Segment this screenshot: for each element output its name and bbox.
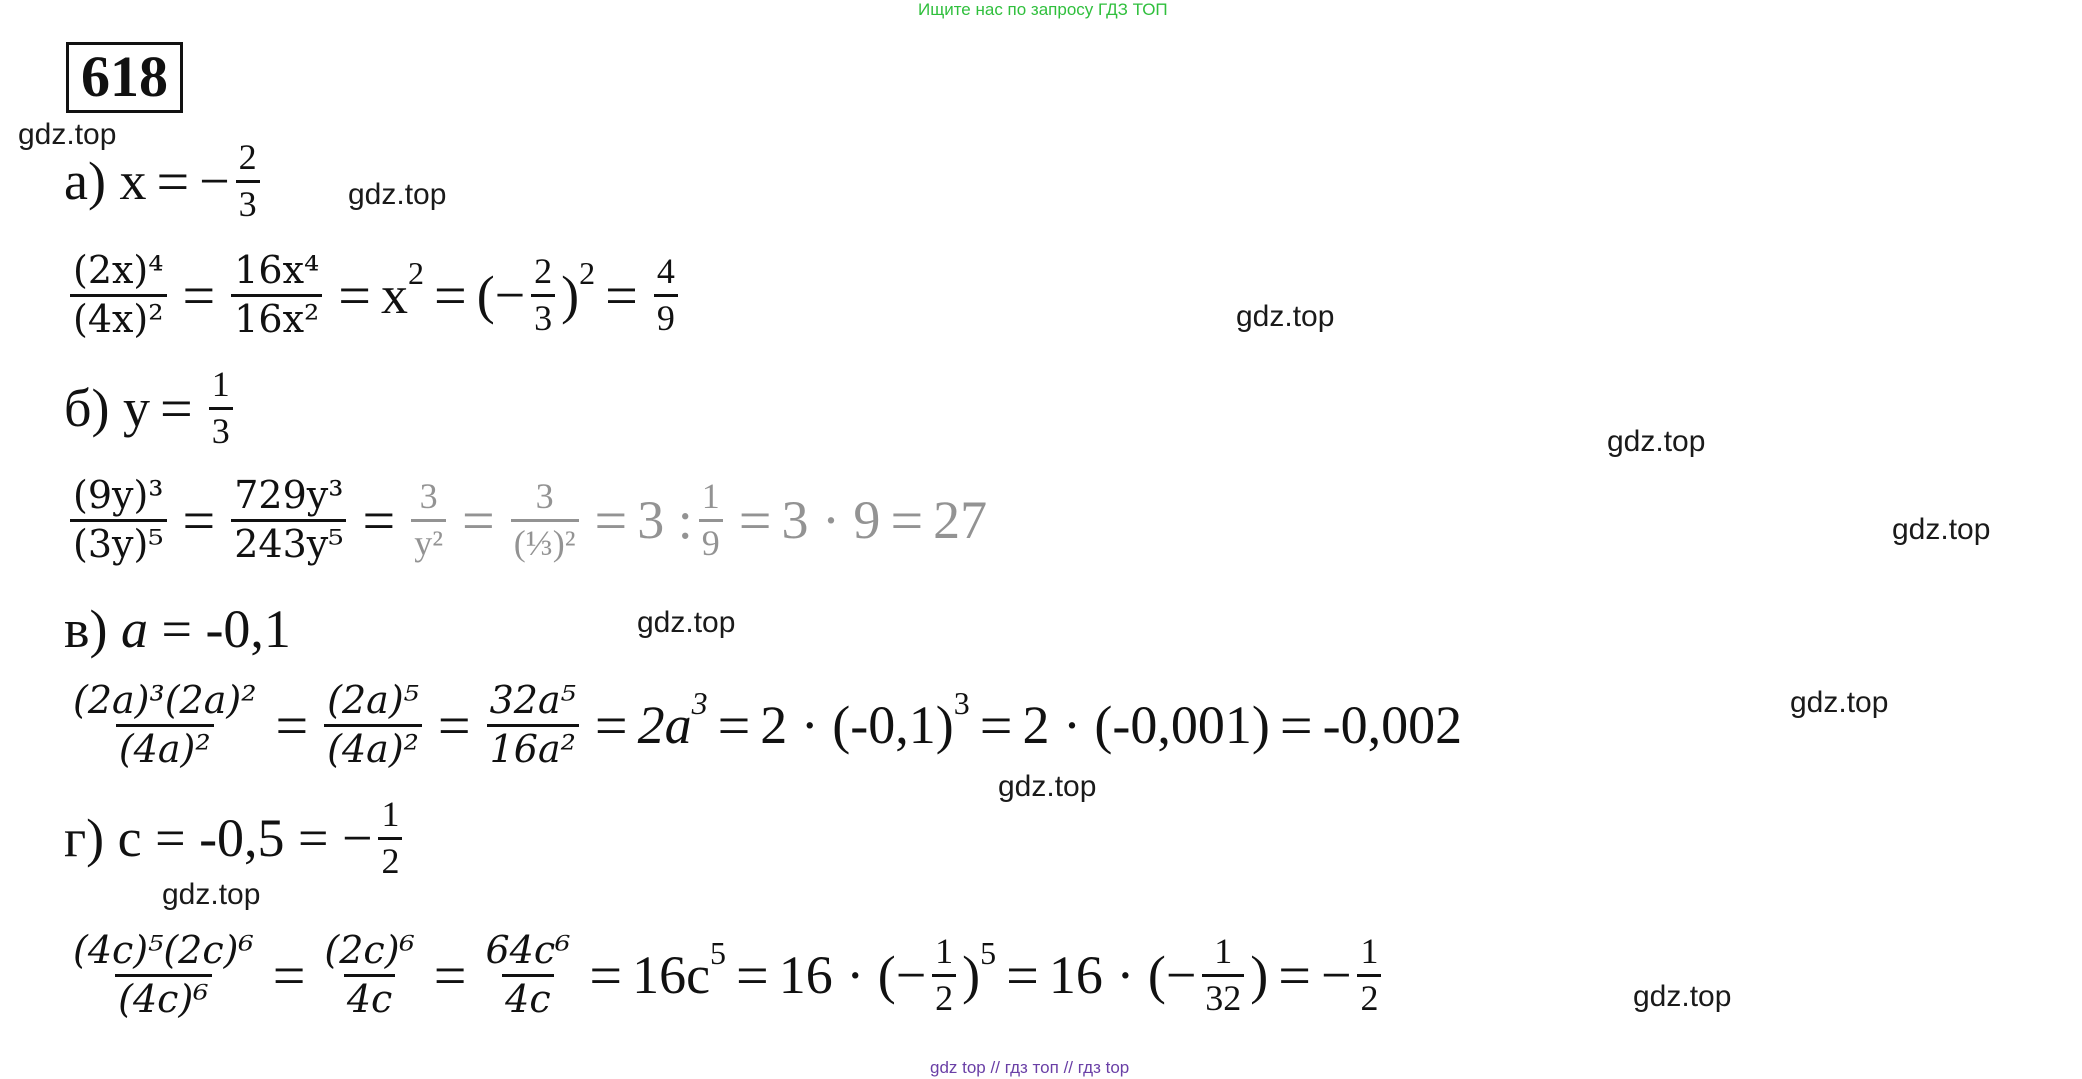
fraction <box>531 252 555 338</box>
equals-sign: = <box>594 692 628 758</box>
denominator: 32 <box>1202 974 1244 1019</box>
numerator: (9y)³ <box>73 473 164 517</box>
numerator: 729y³ <box>234 473 344 517</box>
equals-sign: = <box>437 692 471 758</box>
fraction <box>932 932 956 1018</box>
fraction <box>482 930 573 1021</box>
numerator: 3 <box>535 476 554 517</box>
term: ) <box>1250 945 1269 1006</box>
denominator: 2 <box>1357 974 1381 1019</box>
part-v-variable: a <box>120 599 148 659</box>
equals-sign: = <box>272 942 306 1008</box>
part-v-given <box>64 598 291 660</box>
denominator: y² <box>411 519 446 564</box>
part-v-label: в) <box>64 599 108 659</box>
term: (− <box>476 265 526 326</box>
watermark: gdz.top <box>348 178 447 211</box>
result: -0,002 <box>1322 695 1463 756</box>
denominator: 3 <box>209 407 233 452</box>
numerator: 4 <box>656 251 675 292</box>
fraction <box>70 930 257 1021</box>
problem-number: 618 <box>66 42 183 113</box>
numerator: 1 <box>935 931 954 972</box>
part-b-variable: y <box>122 378 150 439</box>
minus-sign: − <box>1321 945 1352 1006</box>
watermark: gdz.top <box>1633 980 1732 1013</box>
numerator: (2c)⁶ <box>324 928 415 972</box>
part-b-computation <box>64 475 987 566</box>
equals-sign: = <box>275 692 309 758</box>
watermark: gdz.top <box>1892 513 1991 546</box>
footer-separator: // <box>1063 1058 1074 1077</box>
term: 3 : <box>637 490 693 551</box>
fraction <box>487 680 579 771</box>
denominator: (3y)⁵ <box>70 519 167 566</box>
equals-sign: = <box>462 487 495 553</box>
denominator: (4c)⁶ <box>115 974 211 1021</box>
term: $2a^3$ <box>637 685 708 756</box>
part-a-variable: x <box>119 151 147 212</box>
denominator: 9 <box>654 294 678 339</box>
part-v-computation <box>64 680 1462 771</box>
denominator: 9 <box>699 519 723 564</box>
watermark: gdz.top <box>1607 425 1706 458</box>
denominator: 3 <box>531 294 555 339</box>
watermark: gdz.top <box>1236 300 1335 333</box>
numerator: 16x⁴ <box>234 248 320 292</box>
equals-sign: = <box>589 942 623 1008</box>
part-g-label: г) <box>64 808 105 869</box>
numerator: 32a⁵ <box>489 678 576 722</box>
denominator: (4x)² <box>70 294 167 341</box>
result-fraction <box>654 252 678 338</box>
equals-sign: = <box>362 487 396 553</box>
footer-link-gdz-top-ru[interactable]: гдз топ <box>1004 1058 1059 1077</box>
numerator: (4c)⁵(2c)⁶ <box>73 928 254 972</box>
term: 16 · (− <box>778 945 927 1006</box>
denominator: 4c <box>502 974 553 1021</box>
denominator: 4c <box>344 974 395 1021</box>
fraction <box>231 250 322 341</box>
numerator: 2 <box>238 137 257 177</box>
denominator: 16x² <box>231 294 322 341</box>
denominator: 2 <box>378 837 402 882</box>
numerator: (2a)³(2a)² <box>73 678 257 722</box>
denominator: (4a)² <box>116 724 214 771</box>
numerator: 1 <box>211 364 230 404</box>
equals-sign: = <box>1006 942 1039 1008</box>
part-a-given-fraction <box>236 138 260 224</box>
fraction <box>321 930 417 1021</box>
part-b-label: б) <box>64 378 110 439</box>
equals-sign: = <box>159 375 193 441</box>
watermark: gdz.top <box>1790 686 1889 719</box>
equals-sign: = <box>338 262 371 328</box>
equals-sign: = <box>890 487 924 553</box>
result: 27 <box>933 490 988 551</box>
fraction <box>511 477 579 563</box>
part-a-computation <box>64 250 684 341</box>
footer-separator: // <box>990 1058 1000 1077</box>
numerator: 64c⁶ <box>485 928 571 972</box>
equals-sign: = <box>736 942 769 1008</box>
term: $16c^5$ <box>632 935 727 1006</box>
equals-sign: = <box>717 692 751 758</box>
fraction <box>324 680 422 771</box>
fraction <box>70 250 167 341</box>
numerator: (2x)⁴ <box>73 248 164 292</box>
part-b-given <box>64 365 239 451</box>
term: )$^2$ <box>561 255 596 326</box>
minus-sign: − <box>199 151 230 212</box>
denominator: (4a)² <box>324 724 422 771</box>
numerator: 1 <box>701 476 720 517</box>
equals-sign: = <box>433 942 467 1008</box>
equals-sign: = <box>433 262 467 328</box>
equals-sign: = <box>738 487 772 553</box>
footer-link-gdz-top[interactable]: gdz top <box>930 1058 986 1077</box>
denominator: 16a² <box>487 724 579 771</box>
equals-sign: = <box>156 148 190 214</box>
result-fraction <box>1357 932 1381 1018</box>
part-g-given-fraction <box>378 795 402 881</box>
term: 2 · (-0,001) <box>1022 695 1270 756</box>
term: $2 \cdot (-0,1)^3$ <box>760 685 970 756</box>
equals-sign: = <box>1279 692 1313 758</box>
part-a-label: а) <box>64 151 106 212</box>
numerator: 1 <box>1214 931 1233 972</box>
fraction <box>70 475 167 566</box>
watermark: gdz.top <box>18 118 117 151</box>
faded-continuation <box>405 477 987 563</box>
equals-sign: = <box>979 692 1013 758</box>
top-banner-link[interactable]: Ищите нас по запросу ГДЗ ТОП <box>918 0 1168 19</box>
numerator: 1 <box>381 794 400 834</box>
watermark: gdz.top <box>162 878 261 911</box>
part-v-value: = -0,1 <box>161 599 291 659</box>
numerator: (2a)⁵ <box>327 678 419 722</box>
fraction <box>231 475 346 566</box>
term: )$^5$ <box>962 935 997 1006</box>
term: 16 · (− <box>1048 945 1197 1006</box>
fraction <box>70 680 259 771</box>
equals-sign: = <box>594 487 628 553</box>
watermark: gdz.top <box>998 770 1097 803</box>
footer-link-gdz-top-mixed[interactable]: гдз top <box>1077 1058 1130 1077</box>
part-b-given-fraction <box>209 365 233 451</box>
denominator: 3 <box>236 180 260 225</box>
fraction <box>699 477 723 563</box>
numerator: 2 <box>534 251 553 292</box>
denominator: 2 <box>932 974 956 1019</box>
fraction <box>411 477 446 563</box>
footer-links <box>930 1058 1129 1078</box>
part-a-given <box>64 138 266 224</box>
numerator: 1 <box>1360 931 1379 972</box>
part-g-computation <box>64 930 1387 1021</box>
part-g-value: = -0,5 = <box>155 808 329 869</box>
equals-sign: = <box>182 487 216 553</box>
numerator: 3 <box>419 476 438 517</box>
term: $x^2$ <box>380 255 424 326</box>
denominator: (⅓)² <box>511 519 579 564</box>
equals-sign: = <box>1278 942 1311 1008</box>
equals-sign: = <box>182 262 216 328</box>
minus-sign: − <box>342 808 373 869</box>
part-g-given <box>64 795 408 881</box>
equals-sign: = <box>605 262 638 328</box>
part-g-variable: c <box>117 808 142 869</box>
fraction <box>1202 932 1244 1018</box>
watermark: gdz.top <box>637 606 736 639</box>
term: 3 · 9 <box>781 490 881 551</box>
denominator: 243y⁵ <box>231 519 346 566</box>
